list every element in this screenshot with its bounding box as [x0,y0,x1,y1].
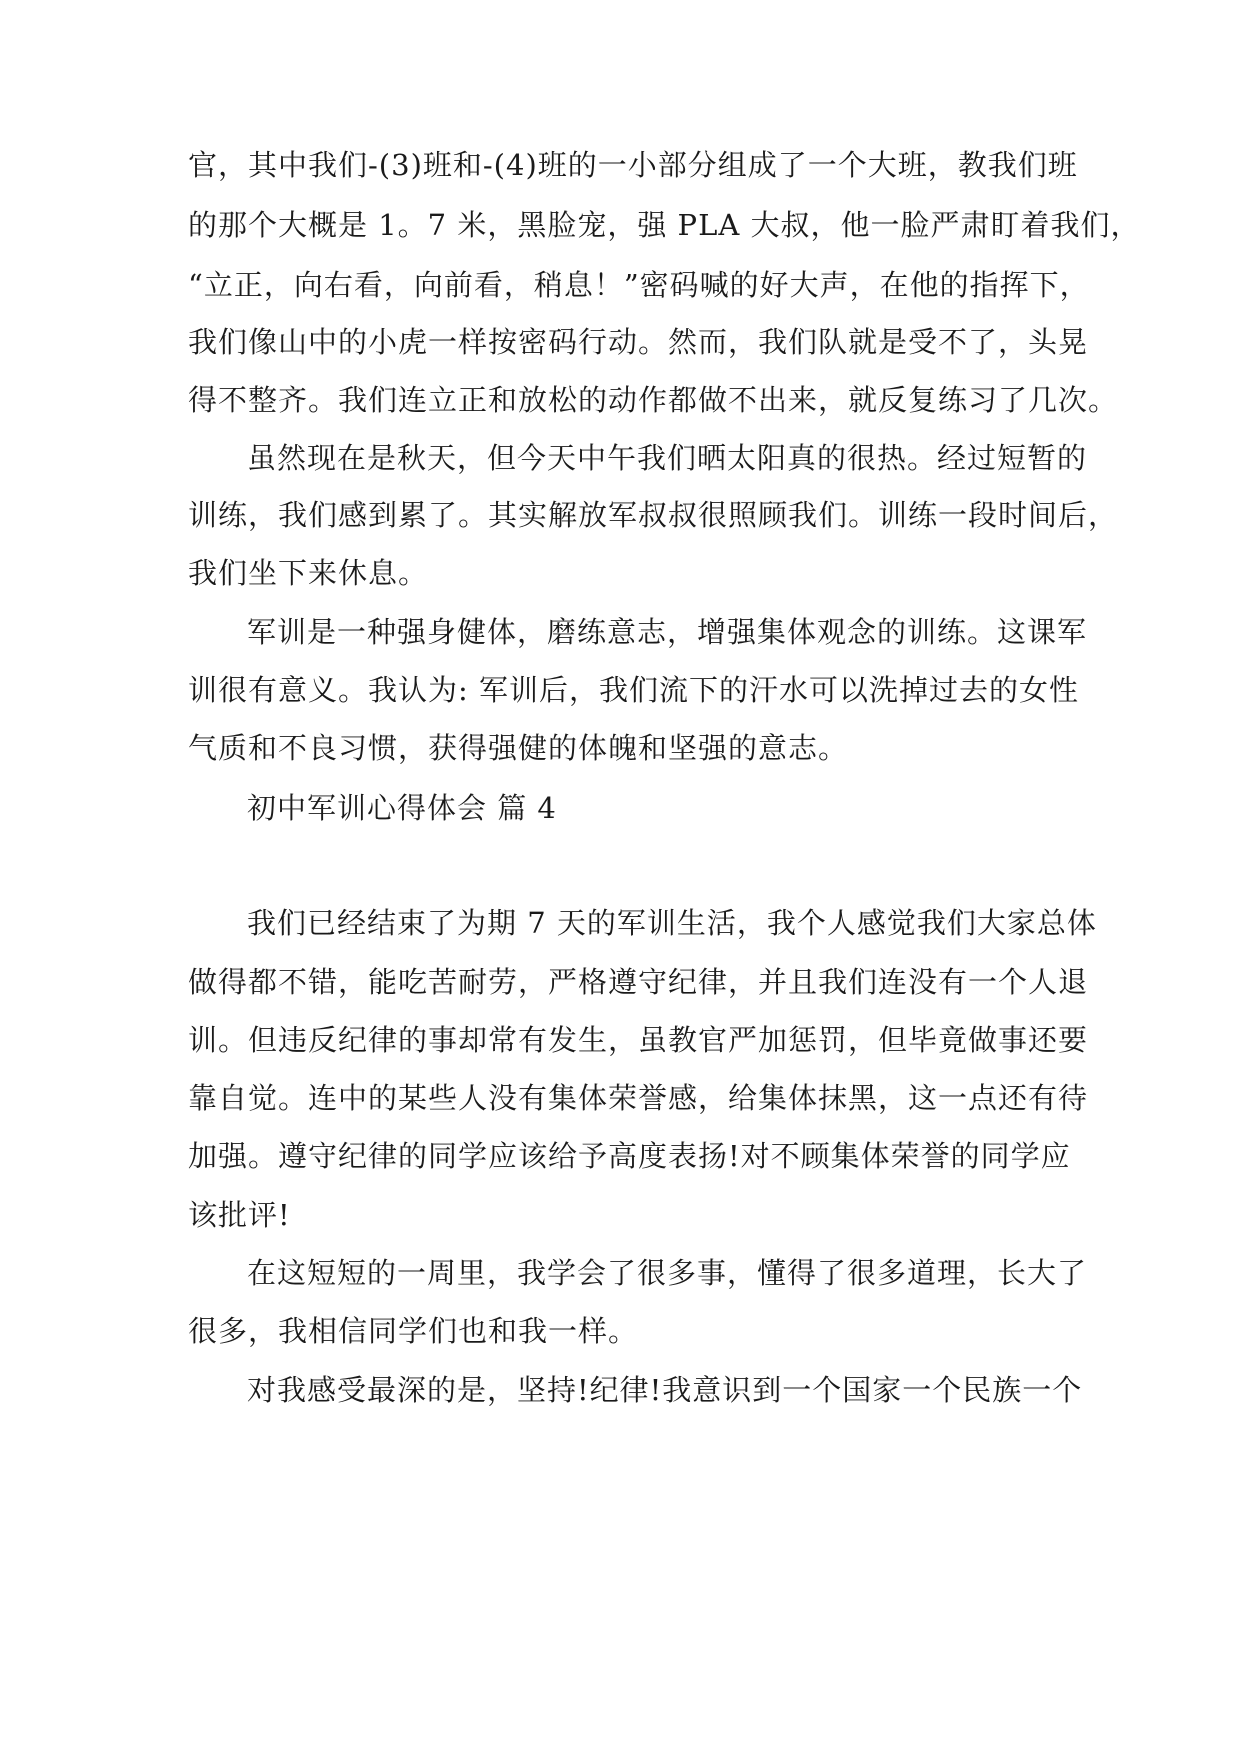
paragraph-line: 军训是一种强身健体，磨练意志，增强集体观念的训练。这课军 [247,615,1088,649]
paragraph-line: 官，其中我们-(3)班和-(4)班的一小部分组成了一个大班，教我们班 [188,148,1078,182]
paragraph-line: 加强。遵守纪律的同学应该给予高度表扬!对不顾集体荣誉的同学应 [188,1139,1071,1173]
paragraph-line: 做得都不错，能吃苦耐劳，严格遵守纪律，并且我们连没有一个人退 [188,965,1089,999]
paragraph-line: 训。但违反纪律的事却常有发生，虽教官严加惩罚，但毕竟做事还要 [188,1023,1089,1057]
paragraph-line: “立正，向右看，向前看，稍息！”密码喊的好大声，在他的指挥下， [188,268,1090,302]
section-heading: 初中军训心得体会 篇 4 [247,791,557,825]
paragraph-line: 我们已经结束了为期 7 天的军训生活，我个人感觉我们大家总体 [247,906,1097,940]
paragraph-line: 我们像山中的小虎一样按密码行动。然而，我们队就是受不了，头晃 [188,325,1089,359]
paragraph-line: 该批评! [188,1198,291,1232]
paragraph-line: 对我感受最深的是，坚持!纪律!我意识到一个国家一个民族一个 [247,1373,1083,1407]
paragraph-line: 训练，我们感到累了。其实解放军叔叔很照顾我们。训练一段时间后， [188,498,1119,532]
paragraph-line: 训很有意义。我认为: 军训后，我们流下的汗水可以洗掉过去的女性 [188,673,1079,707]
paragraph-line: 得不整齐。我们连立正和放松的动作都做不出来，就反复练习了几次。 [188,383,1119,417]
paragraph-line: 在这短短的一周里，我学会了很多事，懂得了很多道理，长大了 [247,1256,1088,1290]
paragraph-line: 我们坐下来休息。 [188,556,429,590]
paragraph-line: 气质和不良习惯，获得强健的体魄和坚强的意志。 [188,731,849,765]
paragraph-line: 的那个大概是 1。7 米，黑脸宠，强 PLA 大叔，他一脸严肃盯着我们， [188,208,1141,242]
paragraph-line: 虽然现在是秋天，但今天中午我们晒太阳真的很热。经过短暂的 [247,441,1088,475]
paragraph-line: 靠自觉。连中的某些人没有集体荣誉感，给集体抹黑，这一点还有待 [188,1081,1089,1115]
paragraph-line: 很多，我相信同学们也和我一样。 [188,1314,639,1348]
